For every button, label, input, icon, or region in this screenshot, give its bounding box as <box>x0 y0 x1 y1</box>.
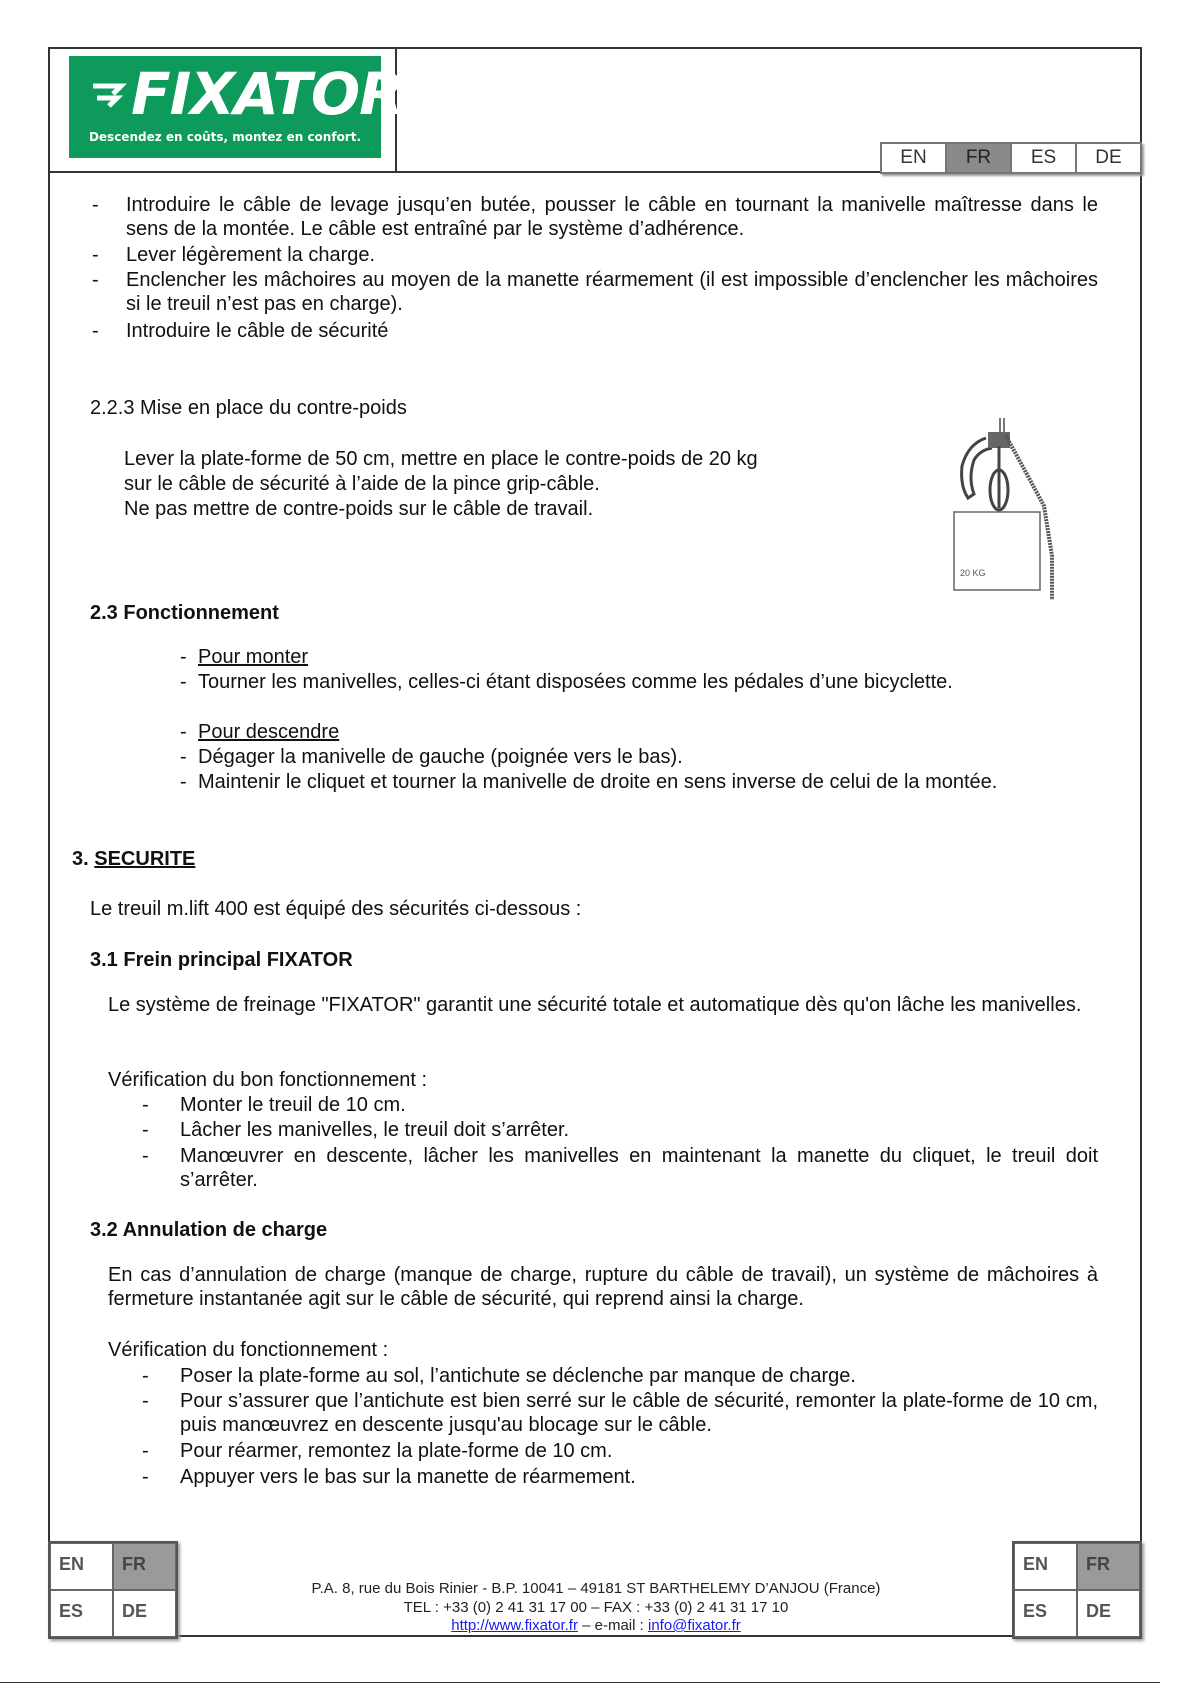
lang-en-button[interactable]: EN <box>1014 1543 1077 1590</box>
lang-fr-button[interactable]: FR <box>113 1543 176 1590</box>
bullet-dash: - <box>180 671 187 693</box>
bullet-dash: - <box>92 244 99 266</box>
logo-tagline: Descendez en coûts, montez en confort. <box>88 130 362 144</box>
logo-arrow-icon <box>91 80 131 108</box>
list-item: Lever légèrement la charge. <box>126 244 376 266</box>
list-item: Introduire le câble de levage jusqu’en butée, pousser le câble en tournant la manivelle maîtresse dans le sens de la montée. Le câble est entraîné par le système d’adhérence. <box>126 194 1098 240</box>
list-item: Appuyer vers le bas sur la manette de réarmement. <box>180 1466 636 1488</box>
footer-contact <box>240 1617 952 1635</box>
list-item: Maintenir le cliquet et tourner la manivelle de droite en sens inverse de celui de la montée. <box>198 771 998 793</box>
list-item: Enclencher les mâchoires au moyen de la manette réarmement (il est impossible d’enclencher les mâchoires si le treuil n’est pas en charge). <box>126 269 1098 315</box>
footer-lang-grid-left <box>48 1541 178 1639</box>
footer-lang-grid-right <box>1012 1541 1142 1639</box>
paragraph-line: Ne pas mettre de contre-poids sur le câble de travail. <box>124 498 594 520</box>
bullet-dash: - <box>92 320 99 342</box>
fixator-logo <box>69 56 403 158</box>
bullet-dash: - <box>142 1119 149 1141</box>
bullet-dash: - <box>92 194 99 216</box>
lang-de-button[interactable]: DE <box>1077 1590 1140 1637</box>
list-item: Dégager la manivelle de gauche (poignée vers le bas). <box>198 746 683 768</box>
list-item: Pour réarmer, remontez la plate-forme de 10 cm. <box>180 1440 613 1462</box>
list-item: Monter le treuil de 10 cm. <box>180 1094 406 1116</box>
lang-de-button[interactable]: DE <box>113 1590 176 1637</box>
footer-address: P.A. 8, rue du Bois Rinier - B.P. 10041 – 49181 ST BARTHELEMY D’ANJOU (France) <box>311 1580 881 1597</box>
header-rule <box>48 171 880 173</box>
page-bottom-rule <box>0 1682 1160 1683</box>
check-title: Vérification du bon fonctionnement : <box>108 1069 428 1091</box>
list-item: Manœuvrer en descente, lâcher les manivelles en maintenant la manette du cliquet, le treuil doit s’arrêter. <box>180 1145 1098 1191</box>
paragraph-line: Lever la plate-forme de 50 cm, mettre en place le contre-poids de 20 kg <box>124 448 758 470</box>
list-item: Introduire le câble de sécurité <box>126 320 389 342</box>
figure-weight-label: 20 KG <box>960 568 986 578</box>
lang-de-button[interactable]: DE <box>1077 144 1140 172</box>
list-item: Poser la plate-forme au sol, l’antichute se déclenche par manque de charge. <box>180 1365 856 1387</box>
bullet-dash: - <box>142 1094 149 1116</box>
bullet-dash: - <box>142 1365 149 1387</box>
lang-fr-button[interactable]: FR <box>1077 1543 1140 1590</box>
section-heading-2-3: 2.3 Fonctionnement <box>90 602 279 624</box>
section-heading-3-1: 3.1 Frein principal FIXATOR <box>90 949 353 971</box>
email-link[interactable]: info@fixator.fr <box>647 1617 741 1634</box>
paragraph: En cas d’annulation de charge (manque de charge, rupture du câble de travail), un système de mâchoires à fermeture instantanée agit sur le câble de sécurité, qui reprend ainsi la charge. <box>108 1264 1098 1310</box>
bullet-dash: - <box>180 771 187 793</box>
section-intro: Le treuil m.lift 400 est équipé des sécurités ci-dessous : <box>90 898 582 920</box>
counterweight-illustration <box>948 416 1058 600</box>
bullet-dash: - <box>142 1440 149 1462</box>
section-title: SECURITE <box>94 848 196 870</box>
section-number: 3. <box>72 848 89 870</box>
lang-es-button[interactable]: ES <box>1014 1590 1077 1637</box>
bullet-dash: - <box>180 746 187 768</box>
lang-en-button[interactable]: EN <box>882 144 947 172</box>
lang-en-button[interactable]: EN <box>50 1543 113 1590</box>
bullet-dash: - <box>180 721 187 743</box>
language-selector <box>880 142 1142 174</box>
list-item: Pour s’assurer que l’antichute est bien serré sur le câble de sécurité, remonter la plate-forme de 10 cm, puis manœuvrez en descente jusqu'au blocage sur le câble. <box>180 1390 1098 1436</box>
paragraph-line: sur le câble de sécurité à l’aide de la pince grip-câble. <box>124 473 600 495</box>
bullet-dash: - <box>180 646 187 668</box>
lang-es-button[interactable]: ES <box>50 1590 113 1637</box>
subheading-pour-monter: Pour monter <box>198 646 309 668</box>
bullet-dash: - <box>142 1466 149 1488</box>
bullet-dash: - <box>142 1390 149 1412</box>
section-heading-3-2: 3.2 Annulation de charge <box>90 1219 328 1241</box>
bullet-dash: - <box>142 1145 149 1167</box>
paragraph: Le système de freinage "FIXATOR" garantit une sécurité totale et automatique dès qu'on lâche les manivelles. <box>108 994 1082 1016</box>
bullet-dash: - <box>92 269 99 291</box>
section-heading-3 <box>72 847 195 871</box>
email-separator: – e-mail : <box>582 1617 644 1634</box>
logo-wordmark: FIXATOR <box>131 60 403 128</box>
check-title: Vérification du fonctionnement : <box>108 1339 389 1361</box>
subheading-pour-descendre: Pour descendre <box>198 721 340 743</box>
list-item: Tourner les manivelles, celles-ci étant disposées comme les pédales d’une bicyclette. <box>198 671 953 693</box>
list-item: Lâcher les manivelles, le treuil doit s’arrêter. <box>180 1119 570 1141</box>
website-link[interactable]: http://www.fixator.fr <box>451 1617 578 1634</box>
footer-phone: TEL : +33 (0) 2 41 31 17 00 – FAX : +33 (0) 2 41 31 17 10 <box>403 1599 789 1616</box>
lang-fr-button[interactable]: FR <box>947 144 1012 172</box>
section-heading-2-2-3: 2.2.3 Mise en place du contre-poids <box>90 397 407 419</box>
lang-es-button[interactable]: ES <box>1012 144 1077 172</box>
